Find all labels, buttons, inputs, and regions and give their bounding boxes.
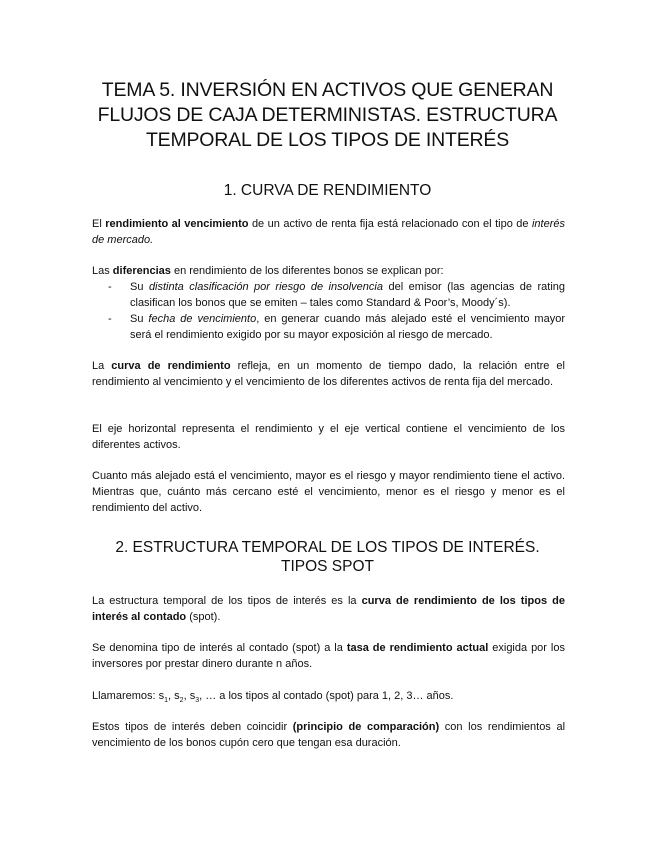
document-title <box>60 78 595 153</box>
text: (spot). <box>186 611 221 623</box>
text: , en generar cuando más alejado esté el vencimiento mayor será el rendimiento exigido por su mayor exposición al riesgo de mercado. <box>130 313 565 341</box>
differences-list <box>92 279 565 343</box>
list-item <box>92 279 565 311</box>
subscript: 3 <box>195 697 200 705</box>
text: del emisor (las agencias de rating clasifican los bonos que se emiten – tales como Standard & Poor’s, Moody´s). <box>130 281 566 309</box>
text: de un activo de renta fija está relacionado con el tipo de <box>248 218 532 230</box>
title-line: TEMPORAL DE LOS TIPOS DE INTERÉS <box>145 129 510 151</box>
paragraph-term-structure <box>92 593 565 625</box>
paragraph-spot-rate <box>92 640 565 672</box>
bold-term: tasa de rendimiento actual <box>346 642 489 654</box>
paragraph-notation <box>92 688 565 704</box>
text: , s <box>183 690 196 702</box>
heading-line: TIPOS SPOT <box>280 558 374 575</box>
dash-bullet: - <box>108 281 112 293</box>
italic-term: interés de mercado. <box>92 218 565 246</box>
text: La <box>92 360 112 372</box>
italic-term: fecha de vencimiento <box>148 313 257 325</box>
paragraph-axes: El eje horizontal representa el rendimiento y el eje vertical contiene el vencimiento de los diferentes activos. <box>92 423 565 451</box>
text: en rendimiento de los diferentes bonos se explican por: <box>170 265 444 277</box>
text: El <box>92 218 106 230</box>
paragraph-yield-to-maturity <box>92 216 565 248</box>
bold-term: curva de rendimiento <box>111 360 231 372</box>
text: Las <box>92 265 113 277</box>
text: exigida por los inversores por prestar dinero durante n años. <box>92 642 565 670</box>
list-item <box>92 311 565 343</box>
bold-term: rendimiento al vencimiento <box>105 218 249 230</box>
text: refleja, en un momento de tiempo dado, la relación entre el rendimiento al vencimiento y el vencimiento de los diferentes activos de renta fija del mercado. <box>92 360 565 388</box>
text: , s <box>168 690 180 702</box>
bold-term: curva de rendimiento de los tipos de interés al contado <box>92 595 565 623</box>
text: La estructura temporal de los tipos de interés es la <box>92 595 362 607</box>
text: Su <box>130 281 149 293</box>
text: Su <box>130 313 149 325</box>
bold-term: diferencias <box>112 265 171 277</box>
paragraph-risk: Cuanto más alejado está el vencimiento, mayor es el riesgo y mayor rendimiento tiene el activo. Mientras que, cuánto más cercano esté el vencimiento, menor es el riesgo y menor es el rendimiento del activo. <box>92 470 565 514</box>
text: Se denomina tipo de interés al contado (spot) a la <box>92 642 347 654</box>
heading-line: 2. ESTRUCTURA TEMPORAL DE LOS TIPOS DE INTERÉS. <box>115 539 540 556</box>
subscript: 1 <box>164 697 169 705</box>
subscript: 2 <box>179 697 184 705</box>
section-1-heading: 1. CURVA DE RENDIMIENTO <box>223 182 432 199</box>
section-2-heading <box>60 538 595 576</box>
paragraph-differences <box>92 263 565 279</box>
title-line: FLUJOS DE CAJA DETERMINISTAS. ESTRUCTURA <box>97 104 558 126</box>
text: , … a los tipos al contado (spot) para 1, 2, 3… años. <box>199 690 454 702</box>
bold-term: (principio de comparación) <box>292 721 440 733</box>
paragraph-yield-curve <box>92 358 565 390</box>
text: Llamaremos: s <box>92 690 165 702</box>
title-line: TEMA 5. INVERSIÓN EN ACTIVOS QUE GENERAN <box>101 79 554 101</box>
text: Estos tipos de interés deben coincidir <box>92 721 293 733</box>
dash-bullet: - <box>108 313 112 325</box>
paragraph-comparison-principle <box>92 719 565 751</box>
italic-term: distinta clasificación por riesgo de insolvencia <box>148 281 383 293</box>
text: con los rendimientos al vencimiento de los bonos cupón cero que tengan esa duración. <box>92 721 566 749</box>
